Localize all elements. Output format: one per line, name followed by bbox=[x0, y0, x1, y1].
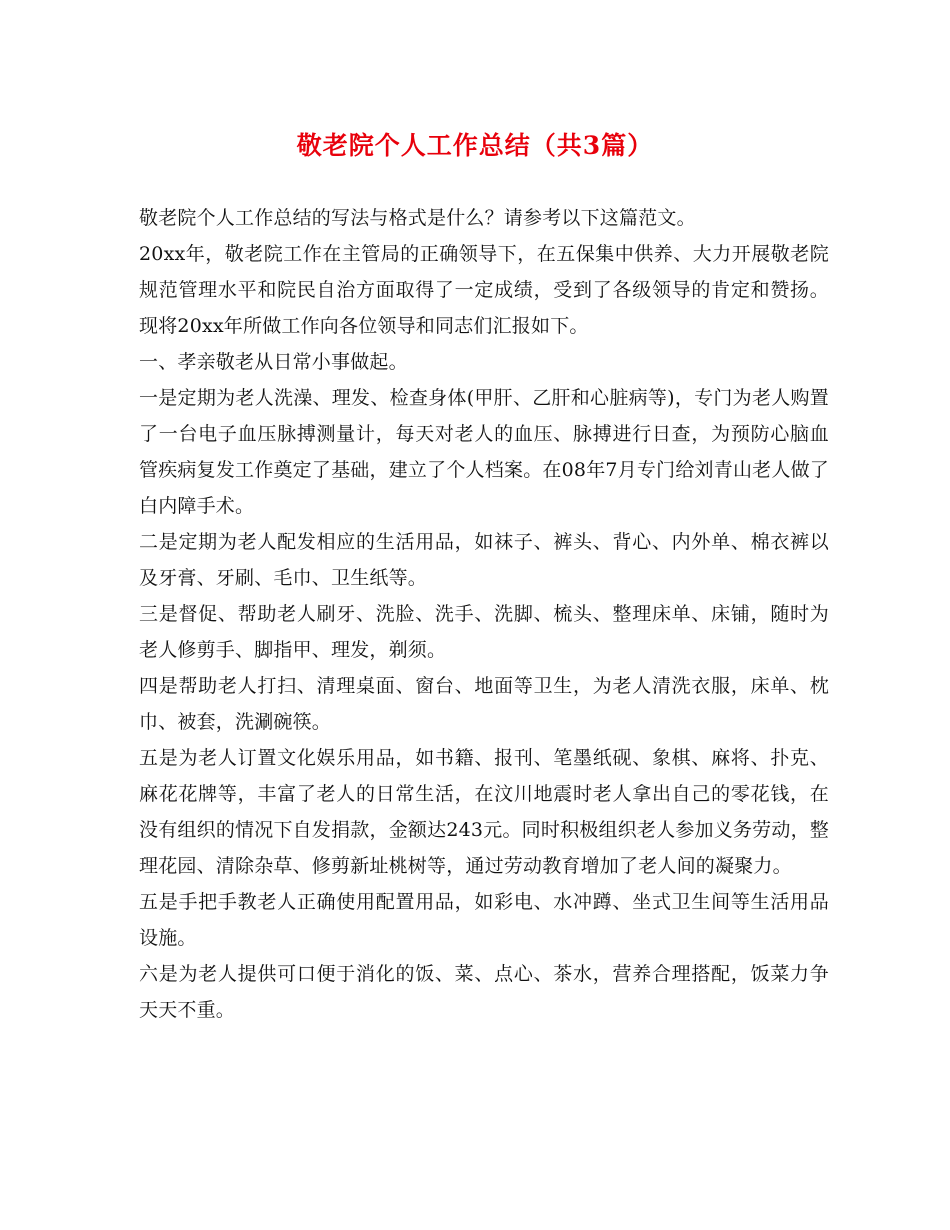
paragraph-item-4: 四是帮助老人打扫、清理桌面、窗台、地面等卫生，为老人清洗衣服，床单、枕巾、被套，洗涮碗筷。 bbox=[139, 675, 829, 733]
section-heading: 一、孝亲敬老从日常小事做起。 bbox=[139, 351, 408, 373]
paragraph-item-2: 二是定期为老人配发相应的生活用品，如袜子、裤头、背心、内外单、棉衣裤以及牙膏、牙刷、毛巾、卫生纸等。 bbox=[139, 531, 829, 589]
paragraph-item-5b: 五是手把手教老人正确使用配置用品，如彩电、水冲蹲、坐式卫生间等生活用品设施。 bbox=[139, 891, 829, 949]
paragraph-item-1: 一是定期为老人洗澡、理发、检查身体(甲肝、乙肝和心脏病等)，专门为老人购置了一台电子血压脉搏测量计，每天对老人的血压、脉搏进行日查，为预防心脑血管疾病复发工作奠定了基础，建立了个人档案。在08年7月专门给刘青山老人做了白内障手术。 bbox=[139, 387, 829, 517]
paragraph-item-6: 六是为老人提供可口便于消化的饭、菜、点心、茶水，营养合理搭配，饭菜力争天天不重。 bbox=[139, 963, 829, 1021]
paragraph-intro: 敬老院个人工作总结的写法与格式是什么？请参考以下这篇范文。 bbox=[139, 207, 696, 229]
paragraph-summary: 20xx年，敬老院工作在主管局的正确领导下，在五保集中供养、大力开展敬老院规范管理水平和院民自治方面取得了一定成绩，受到了各级领导的肯定和赞扬。现将20xx年所做工作向各位领导和同志们汇报如下。 bbox=[139, 243, 829, 337]
document-body bbox=[139, 200, 829, 1028]
paragraph-item-5: 五是为老人订置文化娱乐用品，如书籍、报刊、笔墨纸砚、象棋、麻将、扑克、麻花花牌等，丰富了老人的日常生活，在汶川地震时老人拿出自己的零花钱，在没有组织的情况下自发捐款，金额达243元。同时积极组织老人参加义务劳动，整理花园、清除杂草、修剪新址桃树等，通过劳动教育增加了老人间的凝聚力。 bbox=[139, 747, 829, 877]
paragraph-item-3: 三是督促、帮助老人刷牙、洗脸、洗手、洗脚、梳头、整理床单、床铺，随时为老人修剪手、脚指甲、理发，剃须。 bbox=[139, 603, 829, 661]
document-title: 敬老院个人工作总结（共3篇） bbox=[296, 131, 654, 160]
